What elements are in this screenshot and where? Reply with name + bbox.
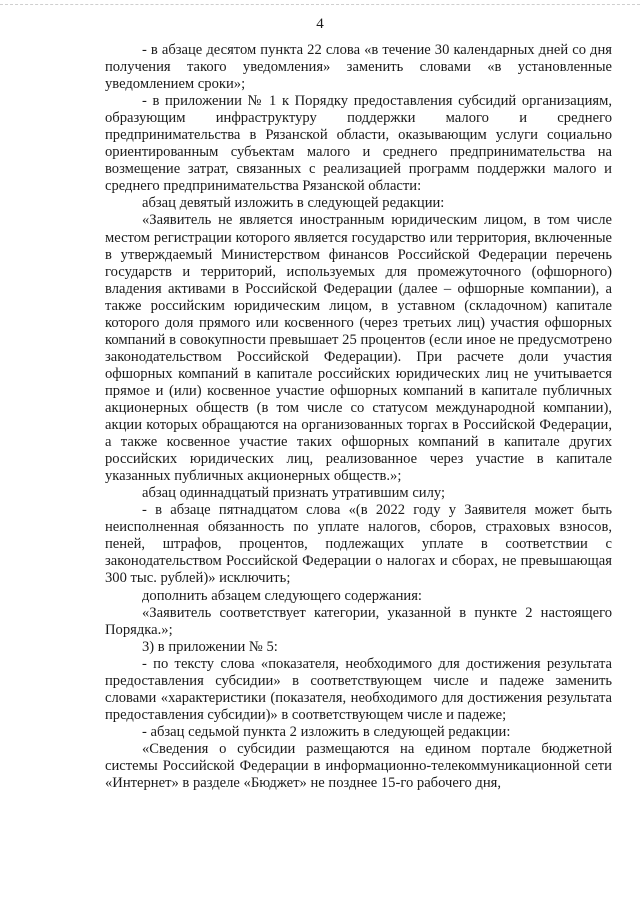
paragraph-item-22-amendment: - в абзаце десятом пункта 22 слова «в течение 30 календарных дней со дня получения такого уведомления» заменить словами «в установленные уведомлением сроки»; [105,42,612,93]
paragraph-eleventh-void: абзац одиннадцатый признать утратившим силу; [142,485,446,502]
paragraph-fifteenth-amendment: - в абзаце пятнадцатом слова «(в 2022 году у Заявителя может быть неисполненная обязанность по уплате налогов, сборов, страховых взносов, пеней, штрафов, процентов, подлежащих уплате в соответствии с законодательством Российской Федерации о налогах и сборах, не превышающая 300 тыс. рублей)» исключить; [105,502,612,587]
paragraph-add-subparagraph: дополнить абзацем следующего содержания: [142,587,422,604]
paragraph-applicant-category: «Заявитель соответствует категории, указанной в пункте 2 настоящего Порядка.»; [105,604,612,638]
paragraph-indicator-replacement: - по тексту слова «показателя, необходимого для достижения результата предоставления субсидии» в соответствующем числе и падеже заменить словами «характеристики (показателя, необходимого для достижения результата предоставления субсидии)» в соответствующем числе и падеже; [105,655,612,723]
page-number: 4 [316,16,324,32]
paragraph-applicant-offshore-clause: «Заявитель не является иностранным юридическим лицом, в том числе местом регистрации которого является государство или территория, включенные в утверждаемый Министерством финансов Российской Федерации перечень государств и территорий, используемых для промежуточного (офшорного) владения активами в Российской Федерации (далее – офшорные компании), а также российским юридическим лицом, в уставном (складочном) капитале которого доля прямого или косвенного (через третьих лиц) участия офшорных компаний в совокупности превышает 25 процентов (если иное не предусмотрено законодательством Российской Федерации). При расчете доли участия офшорных компаний в капитале российских юридических лиц не учитывается прямое и (или) косвенное участие офшорных компаний в капитале публичных акционерных обществ (в том числе со статусом международной компании), акции которых обращаются на организованных торгах в Российской Федерации, а также косвенное участие таких офшорных компаний в капитале других российских юридических лиц, реализованное через участие в капитале указанных публичных акционерных обществ.»; [105,212,612,485]
scan-top-edge [0,4,640,5]
paragraph-ninth-subparagraph: абзац девятый изложить в следующей редакции: [142,195,445,212]
document-body [105,42,612,792]
paragraph-subsidy-info-portal: «Сведения о субсидии размещаются на едином портале бюджетной системы Российской Федерации в информационно-телекоммуникационной сети «Интернет» в разделе «Бюджет» не позднее 15-го рабочего дня, [105,740,612,792]
paragraph-seventh-item-2: - абзац седьмой пункта 2 изложить в следующей редакции: [142,723,511,740]
paragraph-appendix-1-amendment: - в приложении № 1 к Порядку предоставления субсидий организациям, образующим инфраструктуру поддержки малого и среднего предпринимательства в Рязанской области, оказывающим услуги социально ориентированным субъектам малого и среднего предпринимательства на возмещение затрат, связанных с реализацией программ поддержки малого и среднего предпринимательства Рязанской области: [105,93,612,195]
paragraph-appendix-5-heading: 3) в приложении № 5: [142,638,278,655]
